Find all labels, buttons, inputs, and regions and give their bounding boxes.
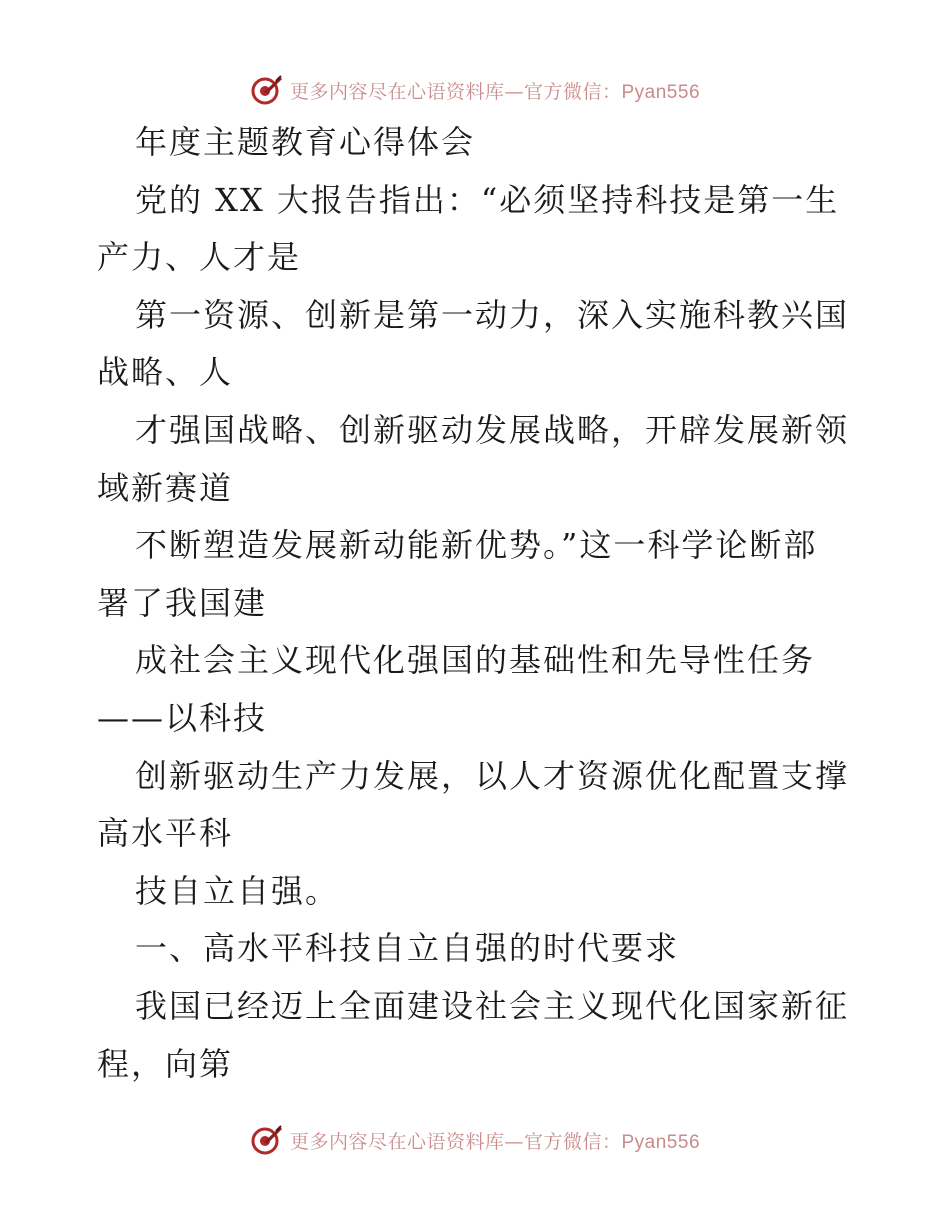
document-line: 创新驱动生产力发展，以人才资源优化配置支撑	[135, 756, 850, 795]
document-line: 我国已经迈上全面建设社会主义现代化国家新征	[135, 987, 850, 1025]
document-line: 成社会主义现代化强国的基础性和先导性任务	[135, 641, 816, 680]
document-line: 党的 XX 大报告指出：“必须坚持科技是第一生	[135, 180, 840, 219]
document-line: 才强国战略、创新驱动发展战略，开辟发展新领	[135, 411, 850, 449]
watermark-site-text: 更多内容尽在心语资料库—官方微信：	[289, 1130, 622, 1153]
document-line: 不断塑造发展新动能新优势。”这一科学论断部	[135, 526, 818, 565]
document-line: 署了我国建	[97, 583, 268, 622]
watermark-site-text: 更多内容尽在心语资料库—官方微信：	[289, 80, 622, 103]
watermark-id: Pyan556	[621, 81, 701, 103]
watermark-id: Pyan556	[621, 1131, 701, 1153]
watermark-header	[0, 70, 950, 110]
pen-logo-icon	[250, 1123, 284, 1157]
document-line: 域新赛道	[97, 468, 234, 507]
pen-logo-icon	[250, 73, 284, 107]
document-line: 第一资源、创新是第一动力，深入实施科教兴国	[135, 295, 850, 334]
document-line: 战略、人	[97, 353, 234, 392]
watermark-footer	[0, 1120, 950, 1160]
document-line: 一、高水平科技自立自强的时代要求	[135, 929, 680, 968]
document-line: 技自立自强。	[135, 871, 340, 910]
document-line: 程，向第	[97, 1044, 234, 1083]
document-line: 年度主题教育心得体会	[135, 123, 476, 161]
document-line: ——以科技	[97, 699, 268, 737]
document-line: 高水平科	[97, 814, 234, 853]
document-line: 产力、人才是	[97, 238, 302, 277]
